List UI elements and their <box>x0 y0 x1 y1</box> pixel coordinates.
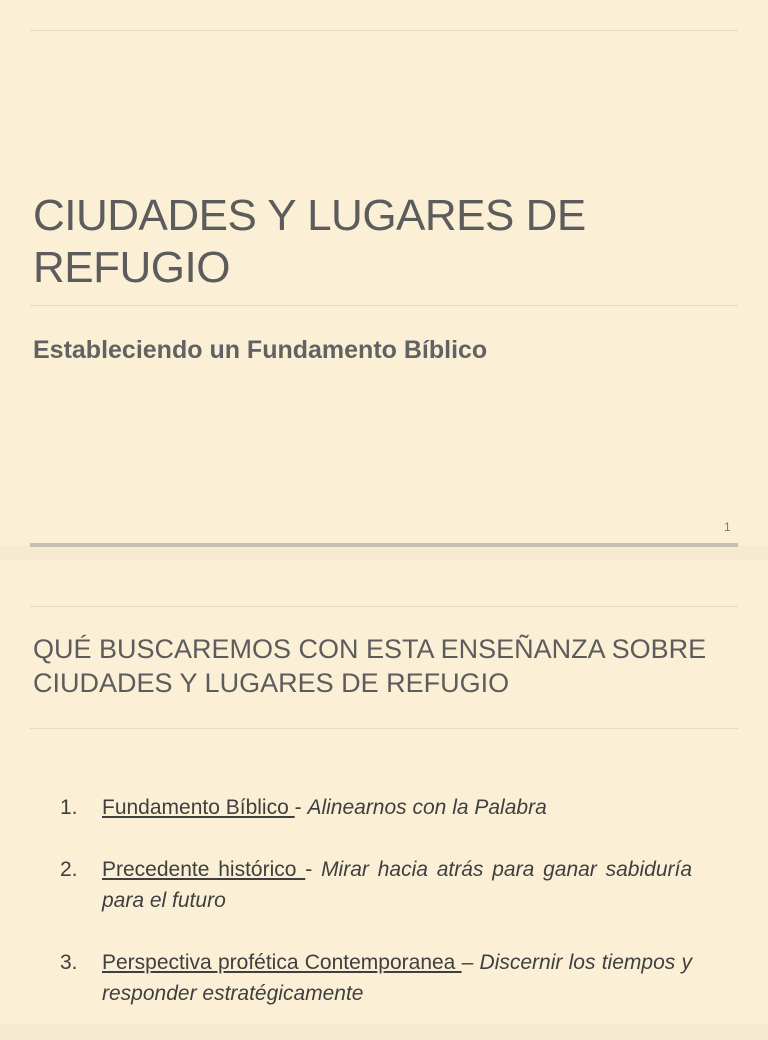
item-separator: - <box>305 858 322 881</box>
objectives-list <box>60 792 692 1040</box>
item-description: Discernir los tiempos y responder estratégicamente <box>102 951 692 1005</box>
objectives-slide <box>0 560 768 1024</box>
top-divider <box>30 30 738 31</box>
item-term: Fundamento Bíblico <box>102 796 295 819</box>
list-item <box>60 854 692 916</box>
slide-subtitle: Estableciendo un Fundamento Bíblico <box>33 336 488 364</box>
list-item <box>60 947 692 1009</box>
item-separator: - <box>294 796 308 819</box>
item-number: 3. <box>60 951 78 974</box>
slide-heading: QUÉ BUSCAREMOS CON ESTA ENSEÑANZA SOBRE CIUDADES Y LUGARES DE REFUGIO <box>33 634 707 698</box>
top-divider <box>30 606 738 607</box>
item-term: Perspectiva profética Contemporanea <box>102 951 462 974</box>
slide-title: CIUDADES Y LUGARES DE REFUGIO <box>33 191 586 292</box>
heading-divider <box>30 728 738 729</box>
list-item <box>60 792 692 823</box>
page-number: 1 <box>724 520 731 534</box>
slide-bottom-border <box>30 543 738 547</box>
item-separator: – <box>461 951 480 974</box>
item-description: Alinearnos con la Palabra <box>307 796 547 819</box>
item-number: 2. <box>60 858 78 881</box>
item-number: 1. <box>60 796 78 819</box>
item-description: Mirar hacia atrás para ganar sabiduría para el futuro <box>102 858 692 912</box>
item-term: Precedente histórico <box>102 858 306 881</box>
title-divider <box>30 305 738 306</box>
